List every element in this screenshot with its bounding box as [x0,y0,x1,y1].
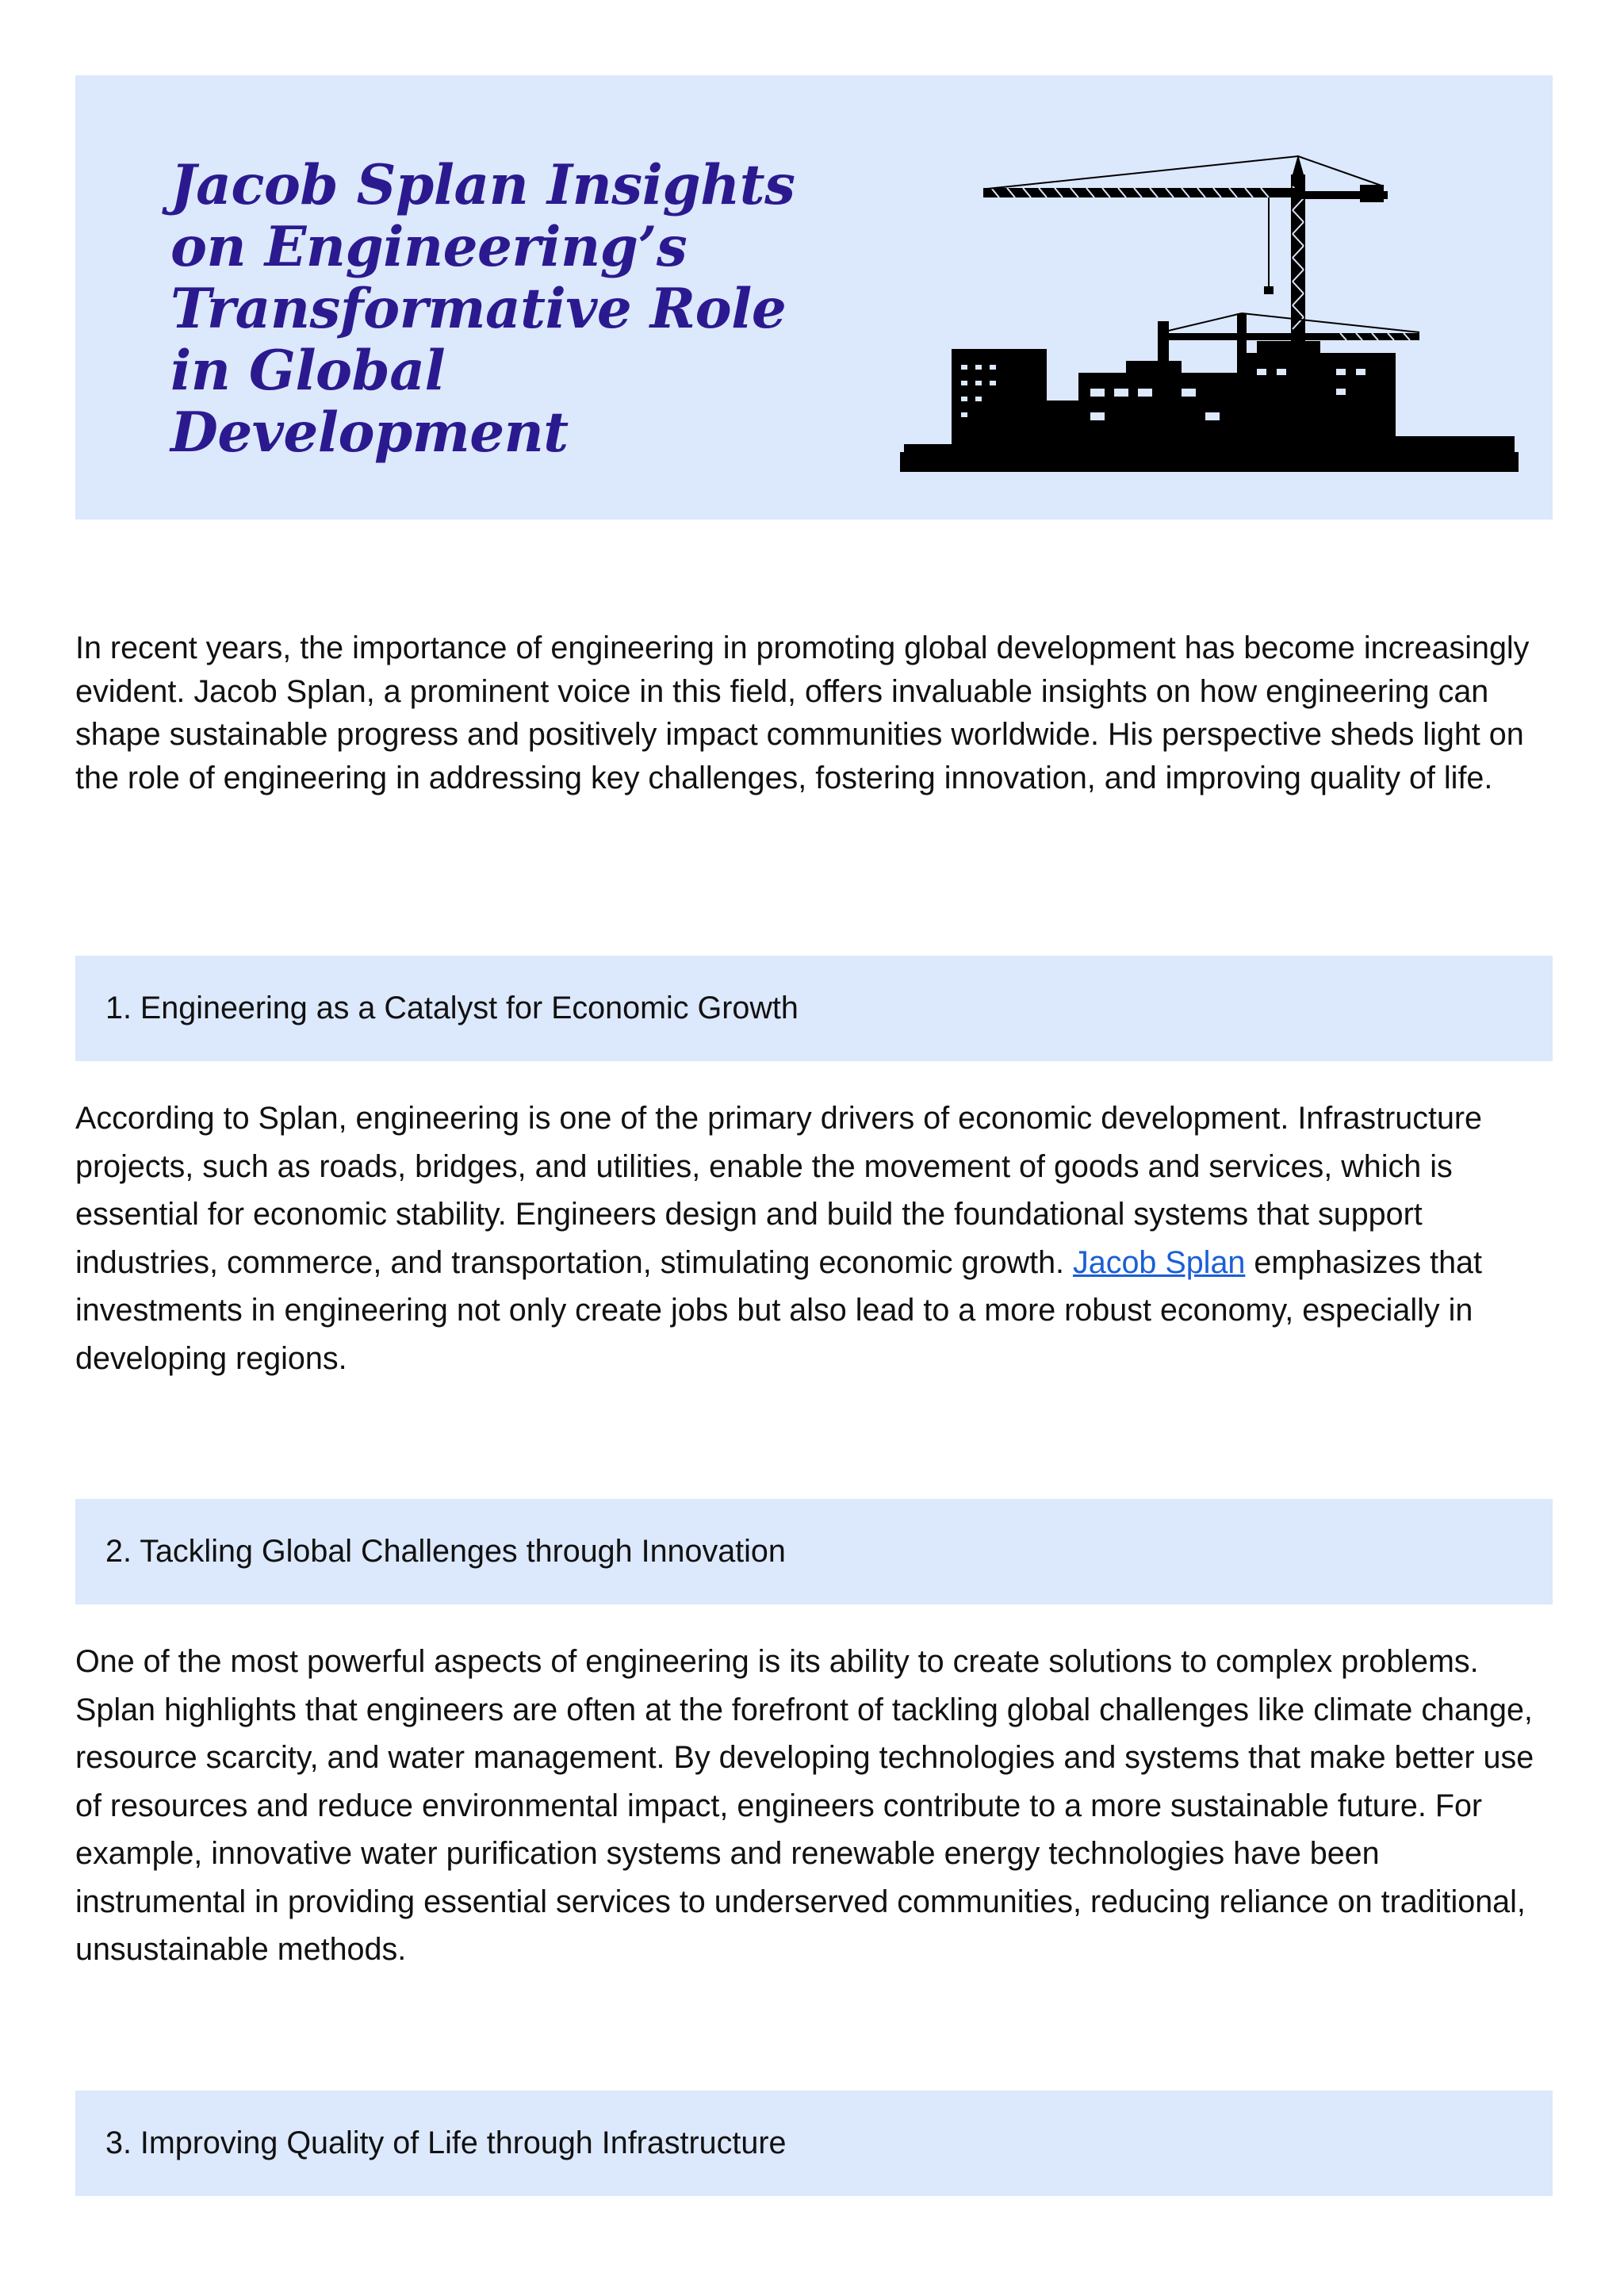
section-1-text-before-link: According to Splan, engineering is one of the primary drivers of economic development. Infrastructure projects, such as roads, bridges, and utilities, enable the movement of goods and services, which is essential for economic stability. Engineers design and build the foundational systems that support industries, commerce, and transportation, stimulating economic growth. [75,1101,1483,1280]
section-1-text-after-link: emphasizes that investments in engineering not only create jobs but also lead to a more robust economy, especially in developing regions. [75,1244,1482,1376]
section-2-paragraph: One of the most powerful aspects of engineering is its ability to create solutions to complex problems. Splan highlights that engineers are often at the forefront of tackling global challenges like climate change, resource scarcity, and water management. By developing technologies and systems that make better use of resources and reduce environmental impact, engineers contribute to a more sustainable future. For example, innovative water purification systems and renewable energy technologies have been instrumental in providing essential services to underserved communities, reducing reliance on traditional, unsustainable methods. [75,1644,1534,1967]
construction-crane-skyline-icon [896,139,1522,472]
header-banner [75,75,1553,519]
section-heading-1-label: 1. Engineering as a Catalyst for Economic Growth [105,991,799,1025]
section-heading-2 [75,1499,1553,1604]
section-heading-1 [75,956,1553,1061]
section-heading-2-label: 2. Tackling Global Challenges through Innovation [105,1534,786,1569]
section-heading-3-label: 3. Improving Quality of Life through Infrastructure [105,2125,787,2160]
page-title: Jacob Splan Insights on Engineering’s Transformative Role in Global Development [170,153,795,465]
section-1-paragraph [75,1094,1558,1382]
jacob-splan-link[interactable]: Jacob Splan [1072,1244,1246,1280]
intro-paragraph: In recent years, the importance of engineering in promoting global development has become increasingly evident. Jacob Splan, a prominent voice in this field, offers invaluable insights on how engineering can shape sustainable progress and positively impact communities worldwide. His perspective sheds light on the role of engineering in addressing key challenges, fostering innovation, and improving quality of life. [75,631,1530,795]
section-heading-3 [75,2091,1553,2196]
